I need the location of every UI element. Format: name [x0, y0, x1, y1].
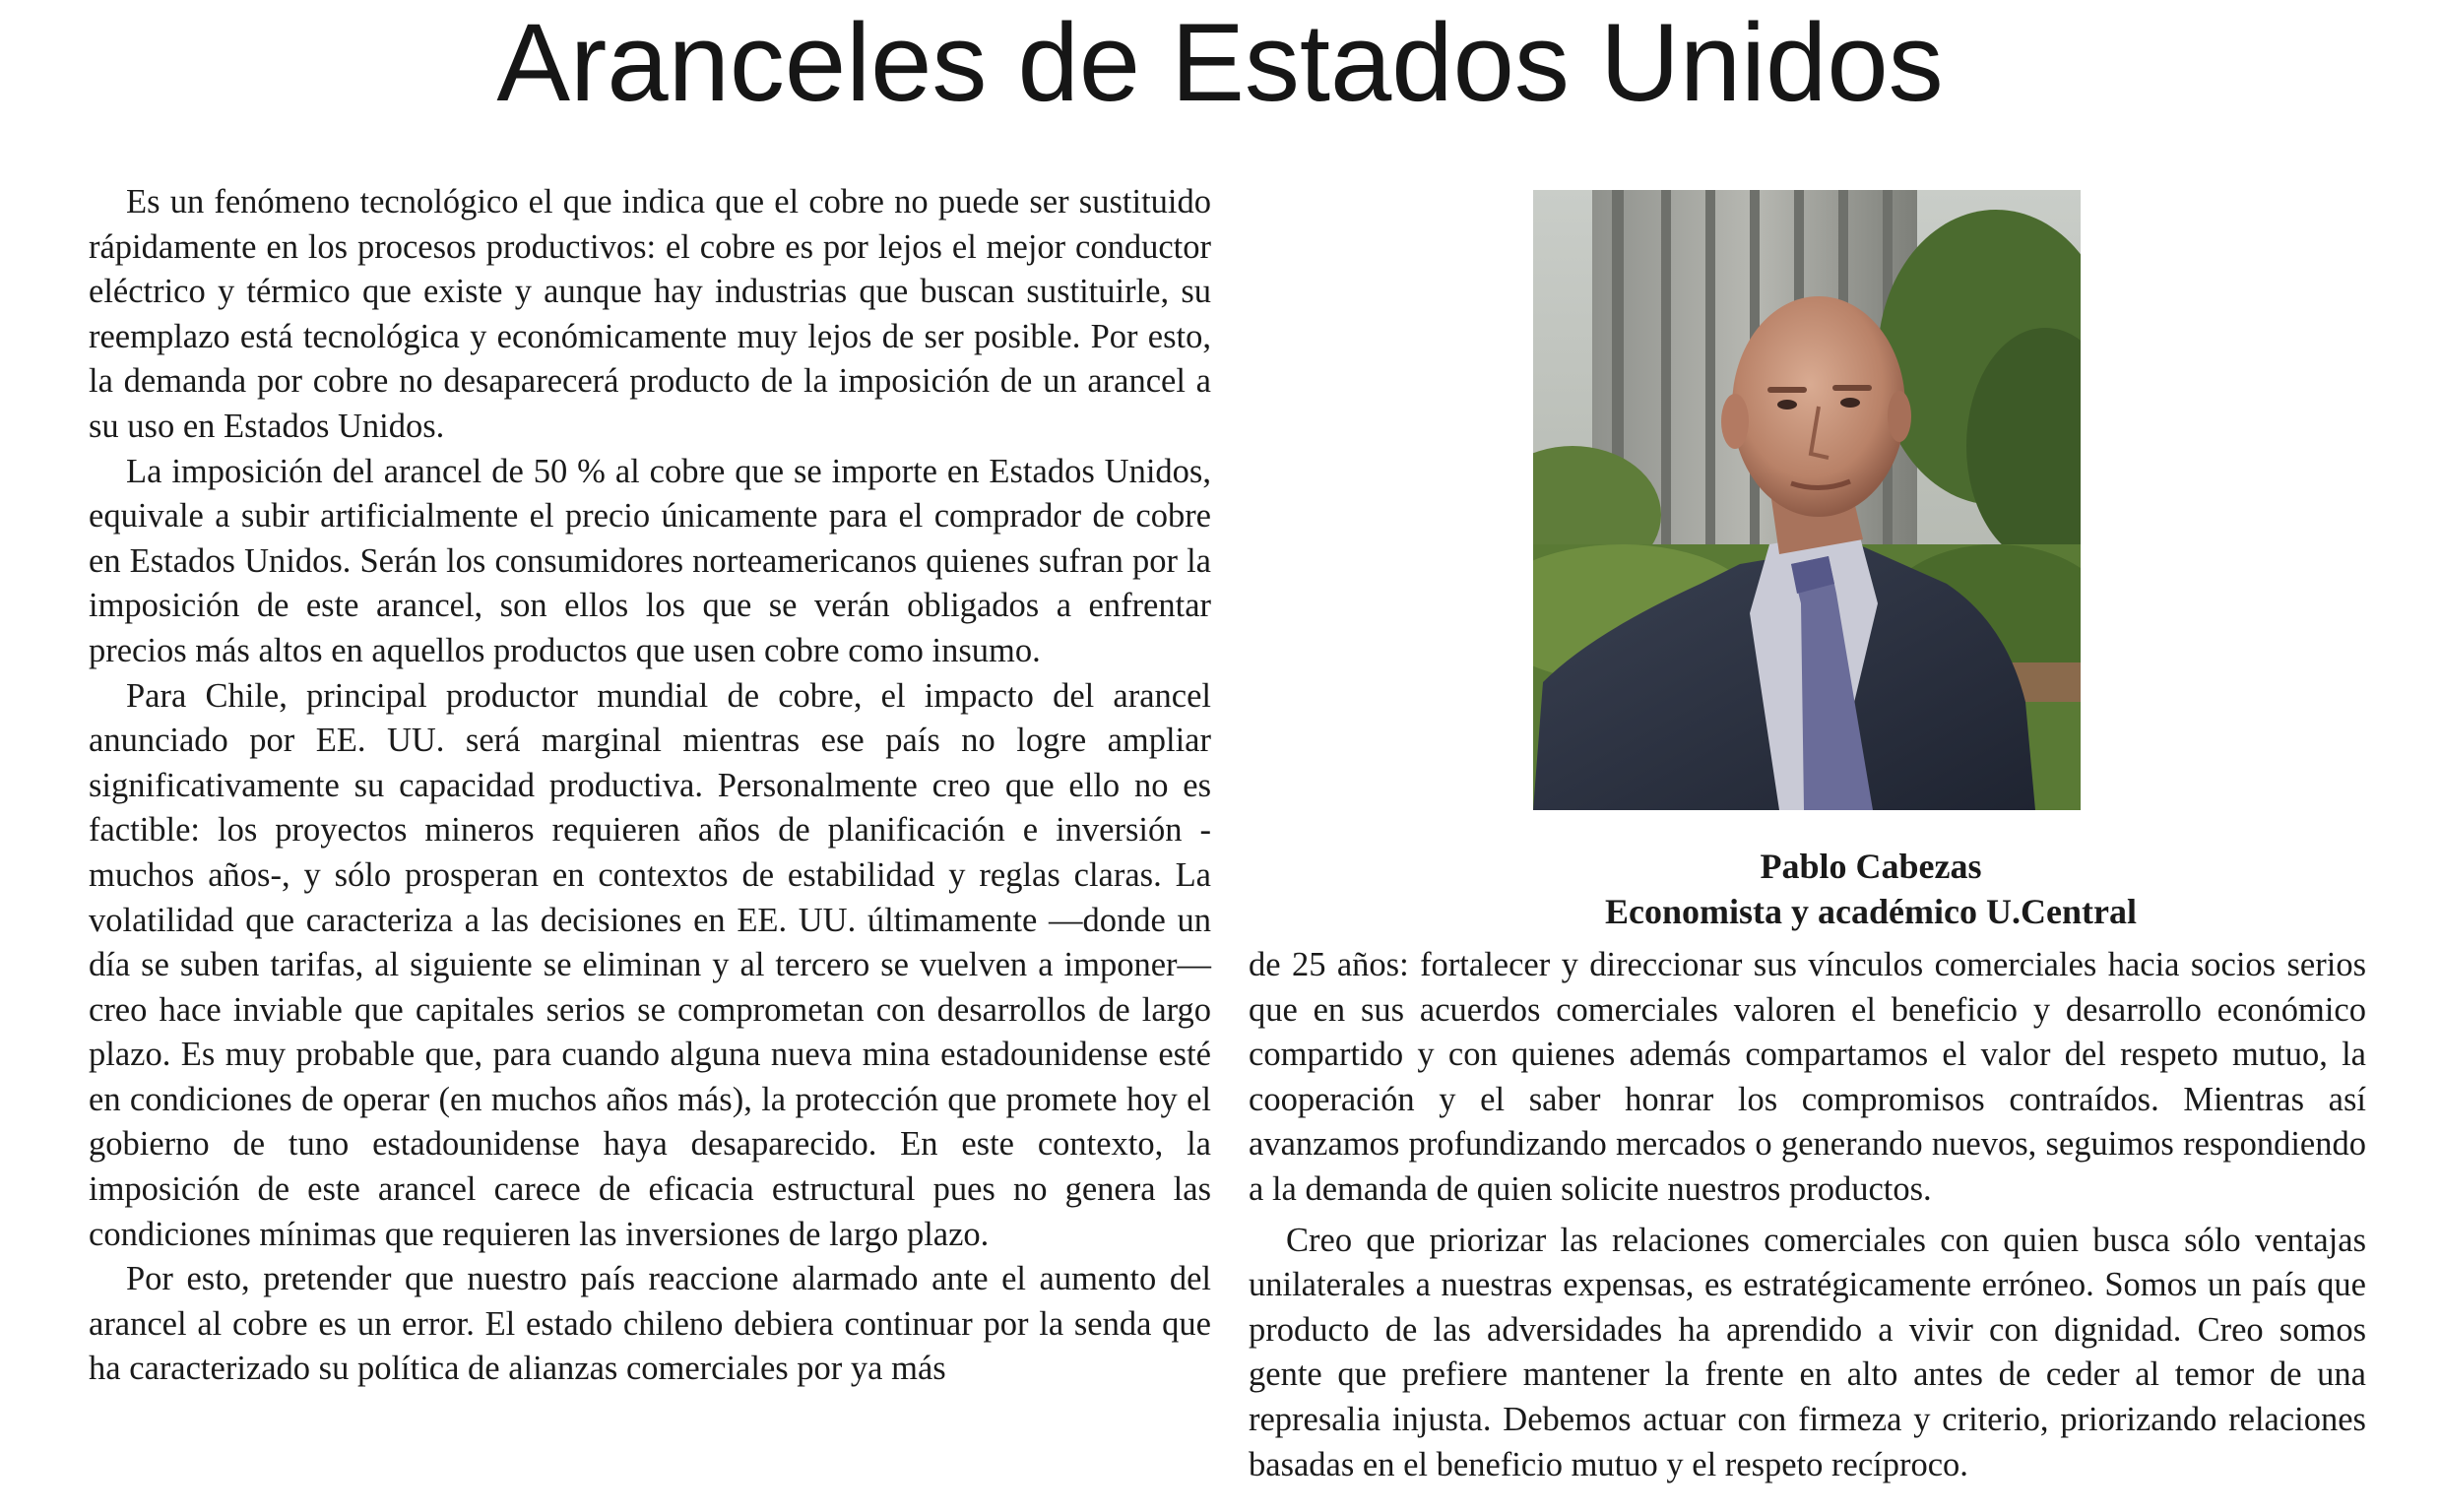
- author-photo: [1533, 190, 2081, 810]
- article-paragraph: de 25 años: fortalecer y direccionar sus vínculos comerciales hacia socios serios que en sus acuerdos comerciales valoren el beneficio y desarrollo económico compartido y con quienes además compartamos el valor del respeto mutuo, la cooperación y el saber honrar los compromisos contraídos. Mientras así avanzamos profundizando mercados o generando nuevos, seguimos respondiendo a la demanda de quien solicite nuestros productos.: [1249, 946, 2366, 1208]
- article-paragraph: La imposición del arancel de 50 % al cobre que se importe en Estados Unidos, equivale a subir artificialmente el precio únicamente para el comprador de cobre en Estados Unidos. Serán los consumidores norteamericanos quienes sufran por la imposición de este arancel, son ellos los que se verán obligados a enfrentar precios más altos en aquellos productos que usen cobre como insumo.: [89, 452, 1211, 669]
- article-paragraph: Creo que priorizar las relaciones comerciales con quien busca sólo ventajas unilaterales a nuestras expensas, es estratégicamente erróneo. Somos un país que producto de las adversidades ha aprendido a vivir con dignidad. Creo somos gente que prefiere mantener la frente en alto antes de ceder al temor de una represalia injusta. Debemos actuar con firmeza y criterio, priorizando relaciones basadas en el beneficio mutuo y el respeto recíproco.: [1249, 1221, 2366, 1483]
- headline: Aranceles de Estados Unidos: [496, 1, 1944, 124]
- author-role: Economista y académico U.Central: [1605, 892, 2137, 931]
- article-paragraph: Por esto, pretender que nuestro país reaccione alarmado ante el aumento del arancel al cobre es un error. El estado chileno debiera continuar por la senda que ha caracterizado su política de alianzas comerciales por ya más: [89, 1260, 1211, 1388]
- author-name: Pablo Cabezas: [1760, 847, 1982, 886]
- author-caption: [1379, 844, 2363, 934]
- article-right-column: [1249, 943, 2366, 1487]
- article-paragraph: Es un fenómeno tecnológico el que indica que el cobre no puede ser sustituido rápidamente en los procesos productivos: el cobre es por lejos el mejor conductor eléctrico y térmico que existe y aunque hay industrias que buscan sustituirle, su reemplazo está tecnológica y económicamente muy lejos de ser posible. Por esto, la demanda por cobre no desaparecerá producto de la imposición de un arancel a su uso en Estados Unidos.: [89, 183, 1211, 445]
- article-paragraph: Para Chile, principal productor mundial de cobre, el impacto del arancel anunciado por EE. UU. será marginal mientras ese país no logre ampliar significativamente su capacidad productiva. Personalmente creo que ello no es factible: los proyectos mineros requieren años de planificación e inversión -muchos años-, y sólo prosperan en contextos de estabilidad y reglas claras. La volatilidad que caracteriza a las decisiones en EE. UU. últimamente —donde un día se suben tarifas, al siguiente se eliminan y al tercero se vuelven a imponer—creo hace inviable que capitales serios se comprometan con desarrollos de largo plazo. Es muy probable que, para cuando alguna nueva mina estadounidense esté en condiciones de operar (en muchos años más), la protección que promete hoy el gobierno de tuno estadounidense haya desaparecido. En este contexto, la imposición de este arancel carece de eficacia estructural pues no genera las condiciones mínimas que requieren las inversiones de largo plazo.: [89, 676, 1211, 1253]
- article-left-column: [89, 180, 1211, 1392]
